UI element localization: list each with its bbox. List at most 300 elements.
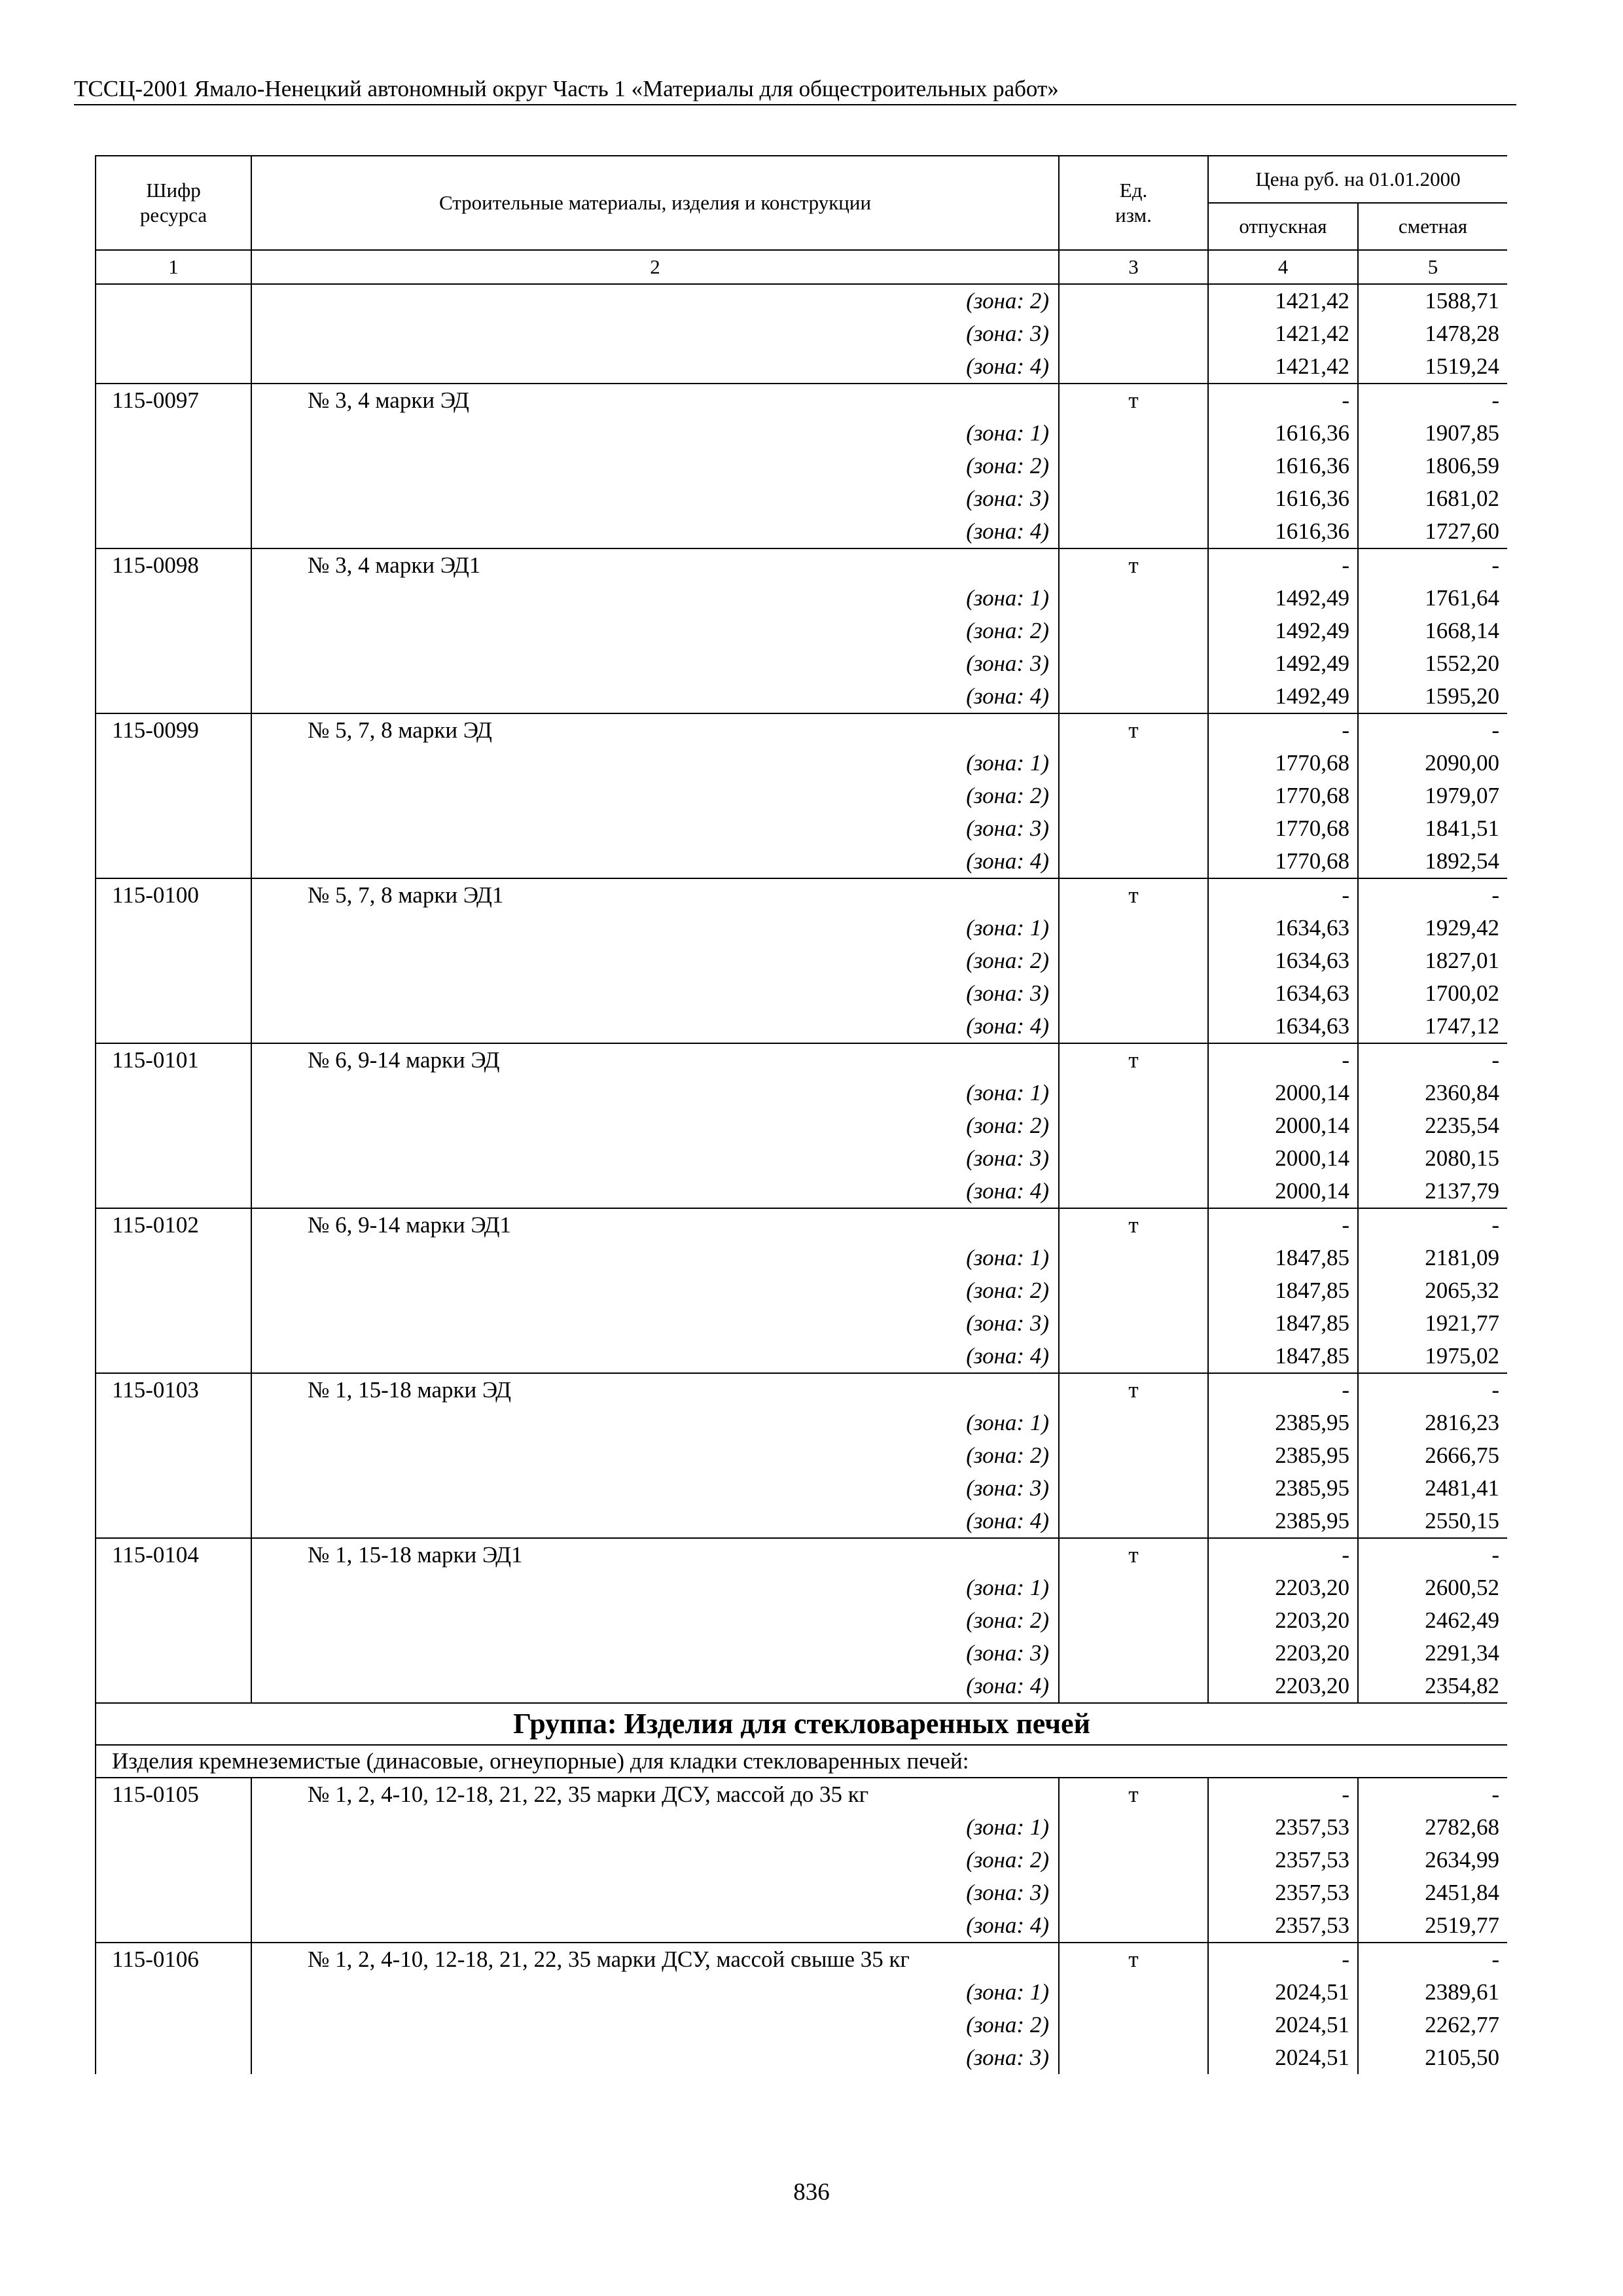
estimate-price: 1975,02 [1358,1340,1507,1373]
zone-label: (зона: 4) [251,515,1059,548]
resource-unit [1059,1670,1208,1703]
resource-unit [1059,1637,1208,1670]
resource-unit [1059,1109,1208,1142]
resource-code [96,647,251,680]
resource-code [96,317,251,350]
release-price: 2385,95 [1208,1472,1358,1505]
estimate-price: 1588,71 [1358,284,1507,317]
estimate-price: - [1358,548,1507,582]
zone-row [96,1637,1507,1670]
zone-label: (зона: 4) [251,680,1059,713]
zone-label: (зона: 1) [251,582,1059,615]
zone-label: (зона: 2) [251,780,1059,812]
column-number-2: 2 [251,250,1059,284]
resource-unit [1059,812,1208,845]
release-price: 1616,36 [1208,450,1358,482]
estimate-price: 1929,42 [1358,912,1507,944]
estimate-price: 2137,79 [1358,1175,1507,1208]
release-price: - [1208,713,1358,747]
resource-name: № 6, 9-14 марки ЭД1 [251,1208,1059,1242]
zone-label: (зона: 4) [251,1175,1059,1208]
zone-label: (зона: 1) [251,1077,1059,1109]
release-price: 2024,51 [1208,2041,1358,2074]
release-price: 1770,68 [1208,812,1358,845]
resource-name: № 6, 9-14 марки ЭД [251,1043,1059,1077]
resource-code [96,1242,251,1274]
resource-unit [1059,1844,1208,1876]
zone-row [96,1242,1507,1274]
estimate-price: - [1358,1208,1507,1242]
zone-label: (зона: 3) [251,812,1059,845]
resource-code [96,482,251,515]
resource-unit [1059,1274,1208,1307]
zone-row [96,482,1507,515]
resource-code: 115-0103 [96,1373,251,1407]
resource-code [96,1909,251,1943]
resource-unit [1059,1604,1208,1637]
resource-unit [1059,912,1208,944]
resource-unit [1059,450,1208,482]
zone-label: (зона: 1) [251,1976,1059,2009]
resource-row [96,1043,1507,1077]
estimate-price: 1700,02 [1358,977,1507,1010]
release-price: 2203,20 [1208,1571,1358,1604]
resource-unit [1059,515,1208,548]
release-price: 1847,85 [1208,1307,1358,1340]
zone-label: (зона: 1) [251,1242,1059,1274]
estimate-price: 2816,23 [1358,1407,1507,1439]
zone-row [96,1142,1507,1175]
resource-unit [1059,1340,1208,1373]
resource-unit: т [1059,384,1208,417]
zone-label: (зона: 2) [251,1844,1059,1876]
resource-code: 115-0098 [96,548,251,582]
group-heading-row [96,1703,1507,1745]
resource-code [96,2041,251,2074]
resource-unit [1059,1976,1208,2009]
resource-code [96,680,251,713]
release-price: 1847,85 [1208,1242,1358,1274]
zone-label: (зона: 2) [251,1604,1059,1637]
zone-row [96,1175,1507,1208]
zone-label: (зона: 1) [251,747,1059,780]
zone-label: (зона: 3) [251,482,1059,515]
zone-row [96,1604,1507,1637]
estimate-price: 1681,02 [1358,482,1507,515]
resource-unit: т [1059,1778,1208,1811]
release-price: 2385,95 [1208,1505,1358,1538]
header-materials: Строительные материалы, изделия и конструкции [251,156,1059,250]
zone-label: (зона: 1) [251,1811,1059,1844]
zone-label: (зона: 1) [251,1407,1059,1439]
resource-name: № 5, 7, 8 марки ЭД1 [251,878,1059,912]
resource-code [96,1010,251,1043]
resource-unit [1059,2009,1208,2041]
zone-row [96,812,1507,845]
release-price: - [1208,548,1358,582]
subgroup-heading: Изделия кремнеземистые (динасовые, огнеупорные) для кладки стекловаренных печей: [96,1745,1507,1778]
release-price: 1770,68 [1208,845,1358,878]
zone-row [96,1876,1507,1909]
resource-code [96,2009,251,2041]
estimate-price: 1841,51 [1358,812,1507,845]
estimate-price: 1921,77 [1358,1307,1507,1340]
release-price: 1847,85 [1208,1274,1358,1307]
zone-label: (зона: 3) [251,1876,1059,1909]
resource-row [96,1943,1507,1976]
zone-row [96,1571,1507,1604]
estimate-price: 2550,15 [1358,1505,1507,1538]
release-price: 2203,20 [1208,1604,1358,1637]
estimate-price: 1519,24 [1358,350,1507,384]
estimate-price: - [1358,384,1507,417]
resource-code [96,417,251,450]
estimate-price: 1907,85 [1358,417,1507,450]
estimate-price: 2451,84 [1358,1876,1507,1909]
zone-label: (зона: 2) [251,1439,1059,1472]
zone-row [96,1505,1507,1538]
zone-row [96,1909,1507,1943]
resource-code: 115-0097 [96,384,251,417]
zone-row [96,450,1507,482]
zone-label: (зона: 4) [251,1505,1059,1538]
release-price: 2203,20 [1208,1637,1358,1670]
zone-row [96,350,1507,384]
header-unit: Ед. изм. [1059,156,1208,250]
resource-code [96,1604,251,1637]
estimate-price: 1552,20 [1358,647,1507,680]
resource-name: № 3, 4 марки ЭД1 [251,548,1059,582]
zone-row [96,680,1507,713]
price-table-container [95,155,1507,2138]
column-number-4: 4 [1208,250,1358,284]
zone-row [96,417,1507,450]
zone-label: (зона: 3) [251,977,1059,1010]
resource-unit [1059,1811,1208,1844]
estimate-price: 1747,12 [1358,1010,1507,1043]
resource-row [96,713,1507,747]
resource-unit [1059,482,1208,515]
release-price: 1421,42 [1208,350,1358,384]
release-price: 1847,85 [1208,1340,1358,1373]
estimate-price: - [1358,1373,1507,1407]
release-price: - [1208,1208,1358,1242]
price-table-body [96,284,1507,2074]
resource-code [96,350,251,384]
release-price: 2357,53 [1208,1811,1358,1844]
estimate-price: 2634,99 [1358,1844,1507,1876]
zone-row [96,1439,1507,1472]
resource-code [96,1670,251,1703]
resource-name: № 1, 2, 4-10, 12-18, 21, 22, 35 марки ДСУ, массой до 35 кг [251,1778,1059,1811]
zone-row [96,1077,1507,1109]
release-price: 2000,14 [1208,1142,1358,1175]
zone-label: (зона: 3) [251,1472,1059,1505]
estimate-price: 1727,60 [1358,515,1507,548]
estimate-price: 2291,34 [1358,1637,1507,1670]
resource-unit [1059,780,1208,812]
release-price: 1492,49 [1208,615,1358,647]
zone-row [96,2009,1507,2041]
zone-label: (зона: 1) [251,912,1059,944]
zone-row [96,845,1507,878]
page-number: 836 [793,2179,830,2206]
resource-code [96,1175,251,1208]
resource-code [96,1407,251,1439]
release-price: 1421,42 [1208,284,1358,317]
resource-unit [1059,1010,1208,1043]
estimate-price: 1806,59 [1358,450,1507,482]
zone-label: (зона: 2) [251,450,1059,482]
resource-code [96,977,251,1010]
resource-code [96,812,251,845]
resource-unit: т [1059,1538,1208,1571]
resource-unit [1059,582,1208,615]
zone-row [96,1976,1507,2009]
resource-unit [1059,417,1208,450]
resource-code [96,284,251,317]
estimate-price: 2235,54 [1358,1109,1507,1142]
subgroup-heading-row [96,1745,1507,1778]
resource-code [96,1274,251,1307]
resource-unit [1059,2041,1208,2074]
resource-unit: т [1059,1943,1208,1976]
resource-name: № 1, 15-18 марки ЭД [251,1373,1059,1407]
release-price: 1492,49 [1208,582,1358,615]
resource-unit: т [1059,713,1208,747]
resource-row [96,878,1507,912]
resource-code: 115-0101 [96,1043,251,1077]
header-resource-code: Шифр ресурса [96,156,251,250]
resource-code [96,845,251,878]
resource-code: 115-0105 [96,1778,251,1811]
zone-label: (зона: 3) [251,1637,1059,1670]
estimate-price: 1892,54 [1358,845,1507,878]
column-number-5: 5 [1358,250,1507,284]
release-price: 1421,42 [1208,317,1358,350]
zone-row [96,747,1507,780]
resource-row [96,1373,1507,1407]
resource-code: 115-0104 [96,1538,251,1571]
resource-code: 115-0106 [96,1943,251,1976]
zone-row [96,317,1507,350]
zone-row [96,1670,1507,1703]
resource-row [96,548,1507,582]
resource-unit [1059,1407,1208,1439]
release-price: 2385,95 [1208,1407,1358,1439]
resource-code [96,912,251,944]
resource-unit [1059,747,1208,780]
release-price: 1770,68 [1208,747,1358,780]
estimate-price: - [1358,878,1507,912]
resource-unit [1059,1472,1208,1505]
release-price: 2000,14 [1208,1175,1358,1208]
column-number-3: 3 [1059,250,1208,284]
resource-unit [1059,1505,1208,1538]
release-price: - [1208,1943,1358,1976]
resource-unit [1059,1307,1208,1340]
estimate-price: 1761,64 [1358,582,1507,615]
estimate-price: 2600,52 [1358,1571,1507,1604]
resource-unit [1059,1571,1208,1604]
resource-code [96,1637,251,1670]
release-price: - [1208,384,1358,417]
estimate-price: 2782,68 [1358,1811,1507,1844]
resource-unit [1059,1876,1208,1909]
zone-label: (зона: 3) [251,2041,1059,2074]
resource-code [96,1571,251,1604]
resource-row [96,384,1507,417]
zone-label: (зона: 2) [251,1274,1059,1307]
resource-code [96,1077,251,1109]
release-price: 1634,63 [1208,1010,1358,1043]
zone-label: (зона: 3) [251,1307,1059,1340]
zone-label: (зона: 3) [251,647,1059,680]
release-price: 1634,63 [1208,944,1358,977]
resource-unit [1059,845,1208,878]
estimate-price: 2519,77 [1358,1909,1507,1943]
zone-row [96,977,1507,1010]
resource-code [96,450,251,482]
release-price: 2357,53 [1208,1844,1358,1876]
release-price: 1616,36 [1208,515,1358,548]
zone-row [96,912,1507,944]
release-price: 2000,14 [1208,1109,1358,1142]
resource-code: 115-0100 [96,878,251,912]
release-price: 2357,53 [1208,1876,1358,1909]
release-price: 2357,53 [1208,1909,1358,1943]
estimate-price: 2181,09 [1358,1242,1507,1274]
zone-row [96,1010,1507,1043]
header-release-price: отпускная [1208,203,1358,250]
zone-label: (зона: 2) [251,944,1059,977]
resource-code [96,1811,251,1844]
zone-label: (зона: 4) [251,1909,1059,1943]
estimate-price: 1979,07 [1358,780,1507,812]
resource-name: № 1, 15-18 марки ЭД1 [251,1538,1059,1571]
estimate-price: - [1358,1943,1507,1976]
resource-row [96,1778,1507,1811]
resource-unit [1059,944,1208,977]
resource-code [96,1307,251,1340]
resource-code [96,1439,251,1472]
resource-code [96,1340,251,1373]
zone-row [96,582,1507,615]
resource-unit [1059,317,1208,350]
resource-unit [1059,1439,1208,1472]
resource-unit [1059,1175,1208,1208]
zone-label: (зона: 2) [251,1109,1059,1142]
resource-unit [1059,680,1208,713]
zone-row [96,515,1507,548]
release-price: 2000,14 [1208,1077,1358,1109]
release-price: - [1208,1778,1358,1811]
resource-name: № 5, 7, 8 марки ЭД [251,713,1059,747]
group-heading: Группа: Изделия для стекловаренных печей [96,1703,1507,1745]
zone-label: (зона: 3) [251,317,1059,350]
resource-code: 115-0099 [96,713,251,747]
resource-unit [1059,1909,1208,1943]
zone-row [96,944,1507,977]
estimate-price: - [1358,1043,1507,1077]
zone-row [96,284,1507,317]
resource-unit: т [1059,878,1208,912]
estimate-price: 2481,41 [1358,1472,1507,1505]
release-price: 1770,68 [1208,780,1358,812]
resource-code [96,1844,251,1876]
resource-code [96,615,251,647]
zone-label: (зона: 4) [251,1340,1059,1373]
release-price: 2203,20 [1208,1670,1358,1703]
release-price: 1634,63 [1208,912,1358,944]
column-number-1: 1 [96,250,251,284]
zone-row [96,1407,1507,1439]
release-price: 1616,36 [1208,417,1358,450]
resource-row [96,1208,1507,1242]
estimate-price: 2262,77 [1358,2009,1507,2041]
resource-row [96,1538,1507,1571]
resource-code [96,1472,251,1505]
resource-code: 115-0102 [96,1208,251,1242]
resource-code [96,1142,251,1175]
price-table [95,155,1507,2074]
zone-label: (зона: 4) [251,845,1059,878]
resource-code [96,1505,251,1538]
resource-code [96,515,251,548]
resource-unit [1059,1242,1208,1274]
zone-row [96,1340,1507,1373]
zone-row [96,1307,1507,1340]
estimate-price: 2389,61 [1358,1976,1507,2009]
resource-code [96,747,251,780]
zone-label: (зона: 4) [251,1670,1059,1703]
estimate-price: 2666,75 [1358,1439,1507,1472]
release-price: 1492,49 [1208,647,1358,680]
zone-row [96,2041,1507,2074]
resource-unit [1059,647,1208,680]
estimate-price: 2360,84 [1358,1077,1507,1109]
zone-row [96,647,1507,680]
estimate-price: 1668,14 [1358,615,1507,647]
zone-label: (зона: 1) [251,1571,1059,1604]
release-price: 2385,95 [1208,1439,1358,1472]
estimate-price: 2065,32 [1358,1274,1507,1307]
release-price: - [1208,878,1358,912]
estimate-price: 2462,49 [1358,1604,1507,1637]
header-price-date: Цена руб. на 01.01.2000 [1208,156,1507,203]
resource-code [96,582,251,615]
resource-unit [1059,1142,1208,1175]
estimate-price: 1478,28 [1358,317,1507,350]
estimate-price: - [1358,1538,1507,1571]
resource-unit: т [1059,548,1208,582]
resource-code [96,780,251,812]
estimate-price: 1595,20 [1358,680,1507,713]
zone-row [96,1844,1507,1876]
estimate-price: 2080,15 [1358,1142,1507,1175]
zone-label: (зона: 3) [251,1142,1059,1175]
resource-unit: т [1059,1373,1208,1407]
release-price: - [1208,1538,1358,1571]
zone-row [96,1472,1507,1505]
estimate-price: 1827,01 [1358,944,1507,977]
resource-unit [1059,284,1208,317]
resource-code [96,1109,251,1142]
zone-label: (зона: 2) [251,2009,1059,2041]
resource-unit: т [1059,1208,1208,1242]
resource-code [96,944,251,977]
release-price: 2024,51 [1208,2009,1358,2041]
